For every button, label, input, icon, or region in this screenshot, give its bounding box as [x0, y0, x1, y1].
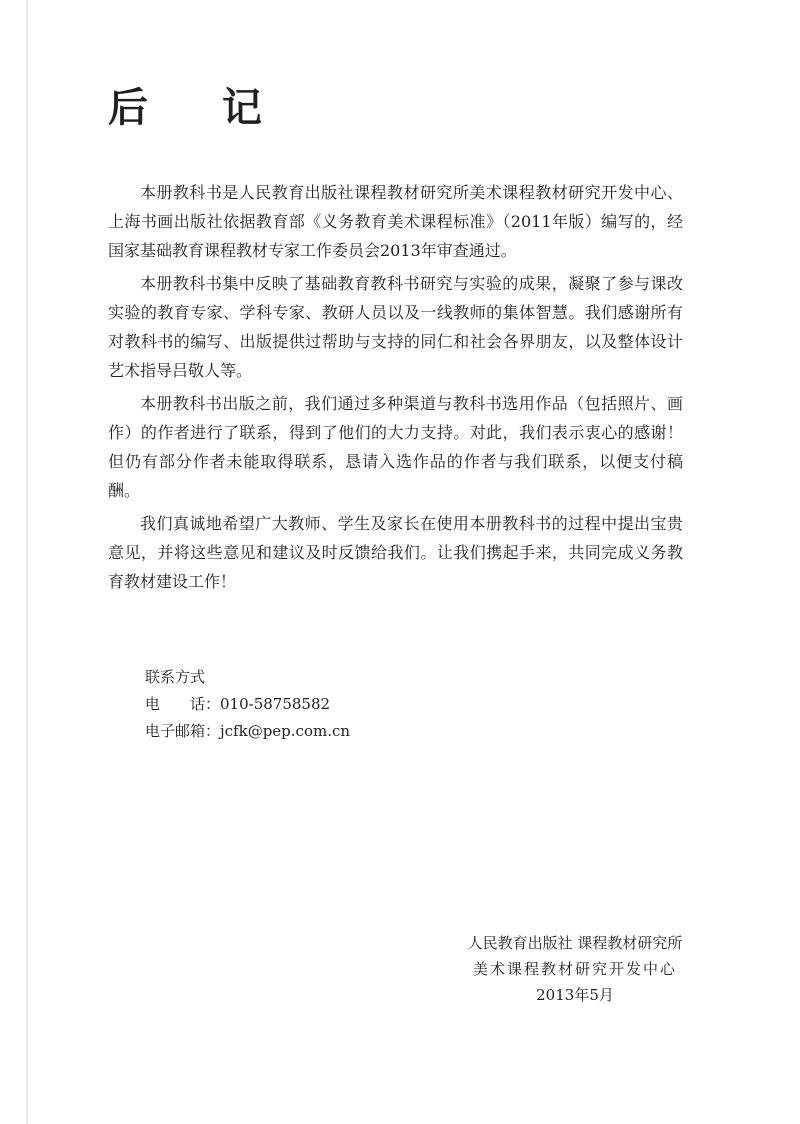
- paragraph-2: 本册教科书集中反映了基础教育教科书研究与实验的成果，凝聚了参与课改实验的教育专家、学科专家、教研人员以及一线教师的集体智慧。我们感谢所有对教科书的编写、出版提供过帮助与支持的同仁和社会各界朋友，以及整体设计艺术指导吕敬人等。: [108, 274, 683, 380]
- phone-label: 电 话：: [145, 695, 221, 713]
- signature-date: 2013年5月: [536, 986, 614, 1004]
- paragraph-1: 本册教科书是人民教育出版社课程教材研究所美术课程教材研究开发中心、上海书画出版社依据教育部《义务教育美术课程标准》（2011年版）编写的，经国家基础教育课程教材专家工作委员会2013年审查通过。: [108, 183, 683, 260]
- email-address: jcfk@pep.com.cn: [220, 722, 351, 740]
- contact-heading: 联系方式: [145, 668, 206, 686]
- phone-number: 010-58758582: [220, 695, 331, 713]
- paragraph-3: 本册教科书出版之前，我们通过多种渠道与教科书选用作品（包括照片、画作）的作者进行了联系，得到了他们的大力支持。对此，我们表示衷心的感谢！但仍有部分作者未能取得联系，恳请入选作品的作者与我们联系，以便支付稿酬。: [108, 394, 683, 500]
- signature-org-line-2: 美术课程教材研究开发中心: [472, 960, 677, 978]
- paragraph-4: 我们真诚地希望广大教师、学生及家长在使用本册教科书的过程中提出宝贵意见，并将这些意见和建议及时反馈给我们。让我们携起手来，共同完成义务教育教材建设工作！: [108, 514, 683, 591]
- page-title: 后 记: [108, 84, 292, 131]
- page-spine-edge: [26, 0, 29, 1124]
- contact-block: [145, 664, 350, 745]
- contact-phone-row: [145, 691, 350, 718]
- afterword-body: [108, 178, 683, 600]
- contact-email-row: [145, 718, 350, 745]
- signature-org-line-1: 人民教育出版社 课程教材研究所: [467, 934, 683, 952]
- signature-block: [455, 930, 695, 1008]
- email-label: 电子邮箱：: [145, 722, 221, 740]
